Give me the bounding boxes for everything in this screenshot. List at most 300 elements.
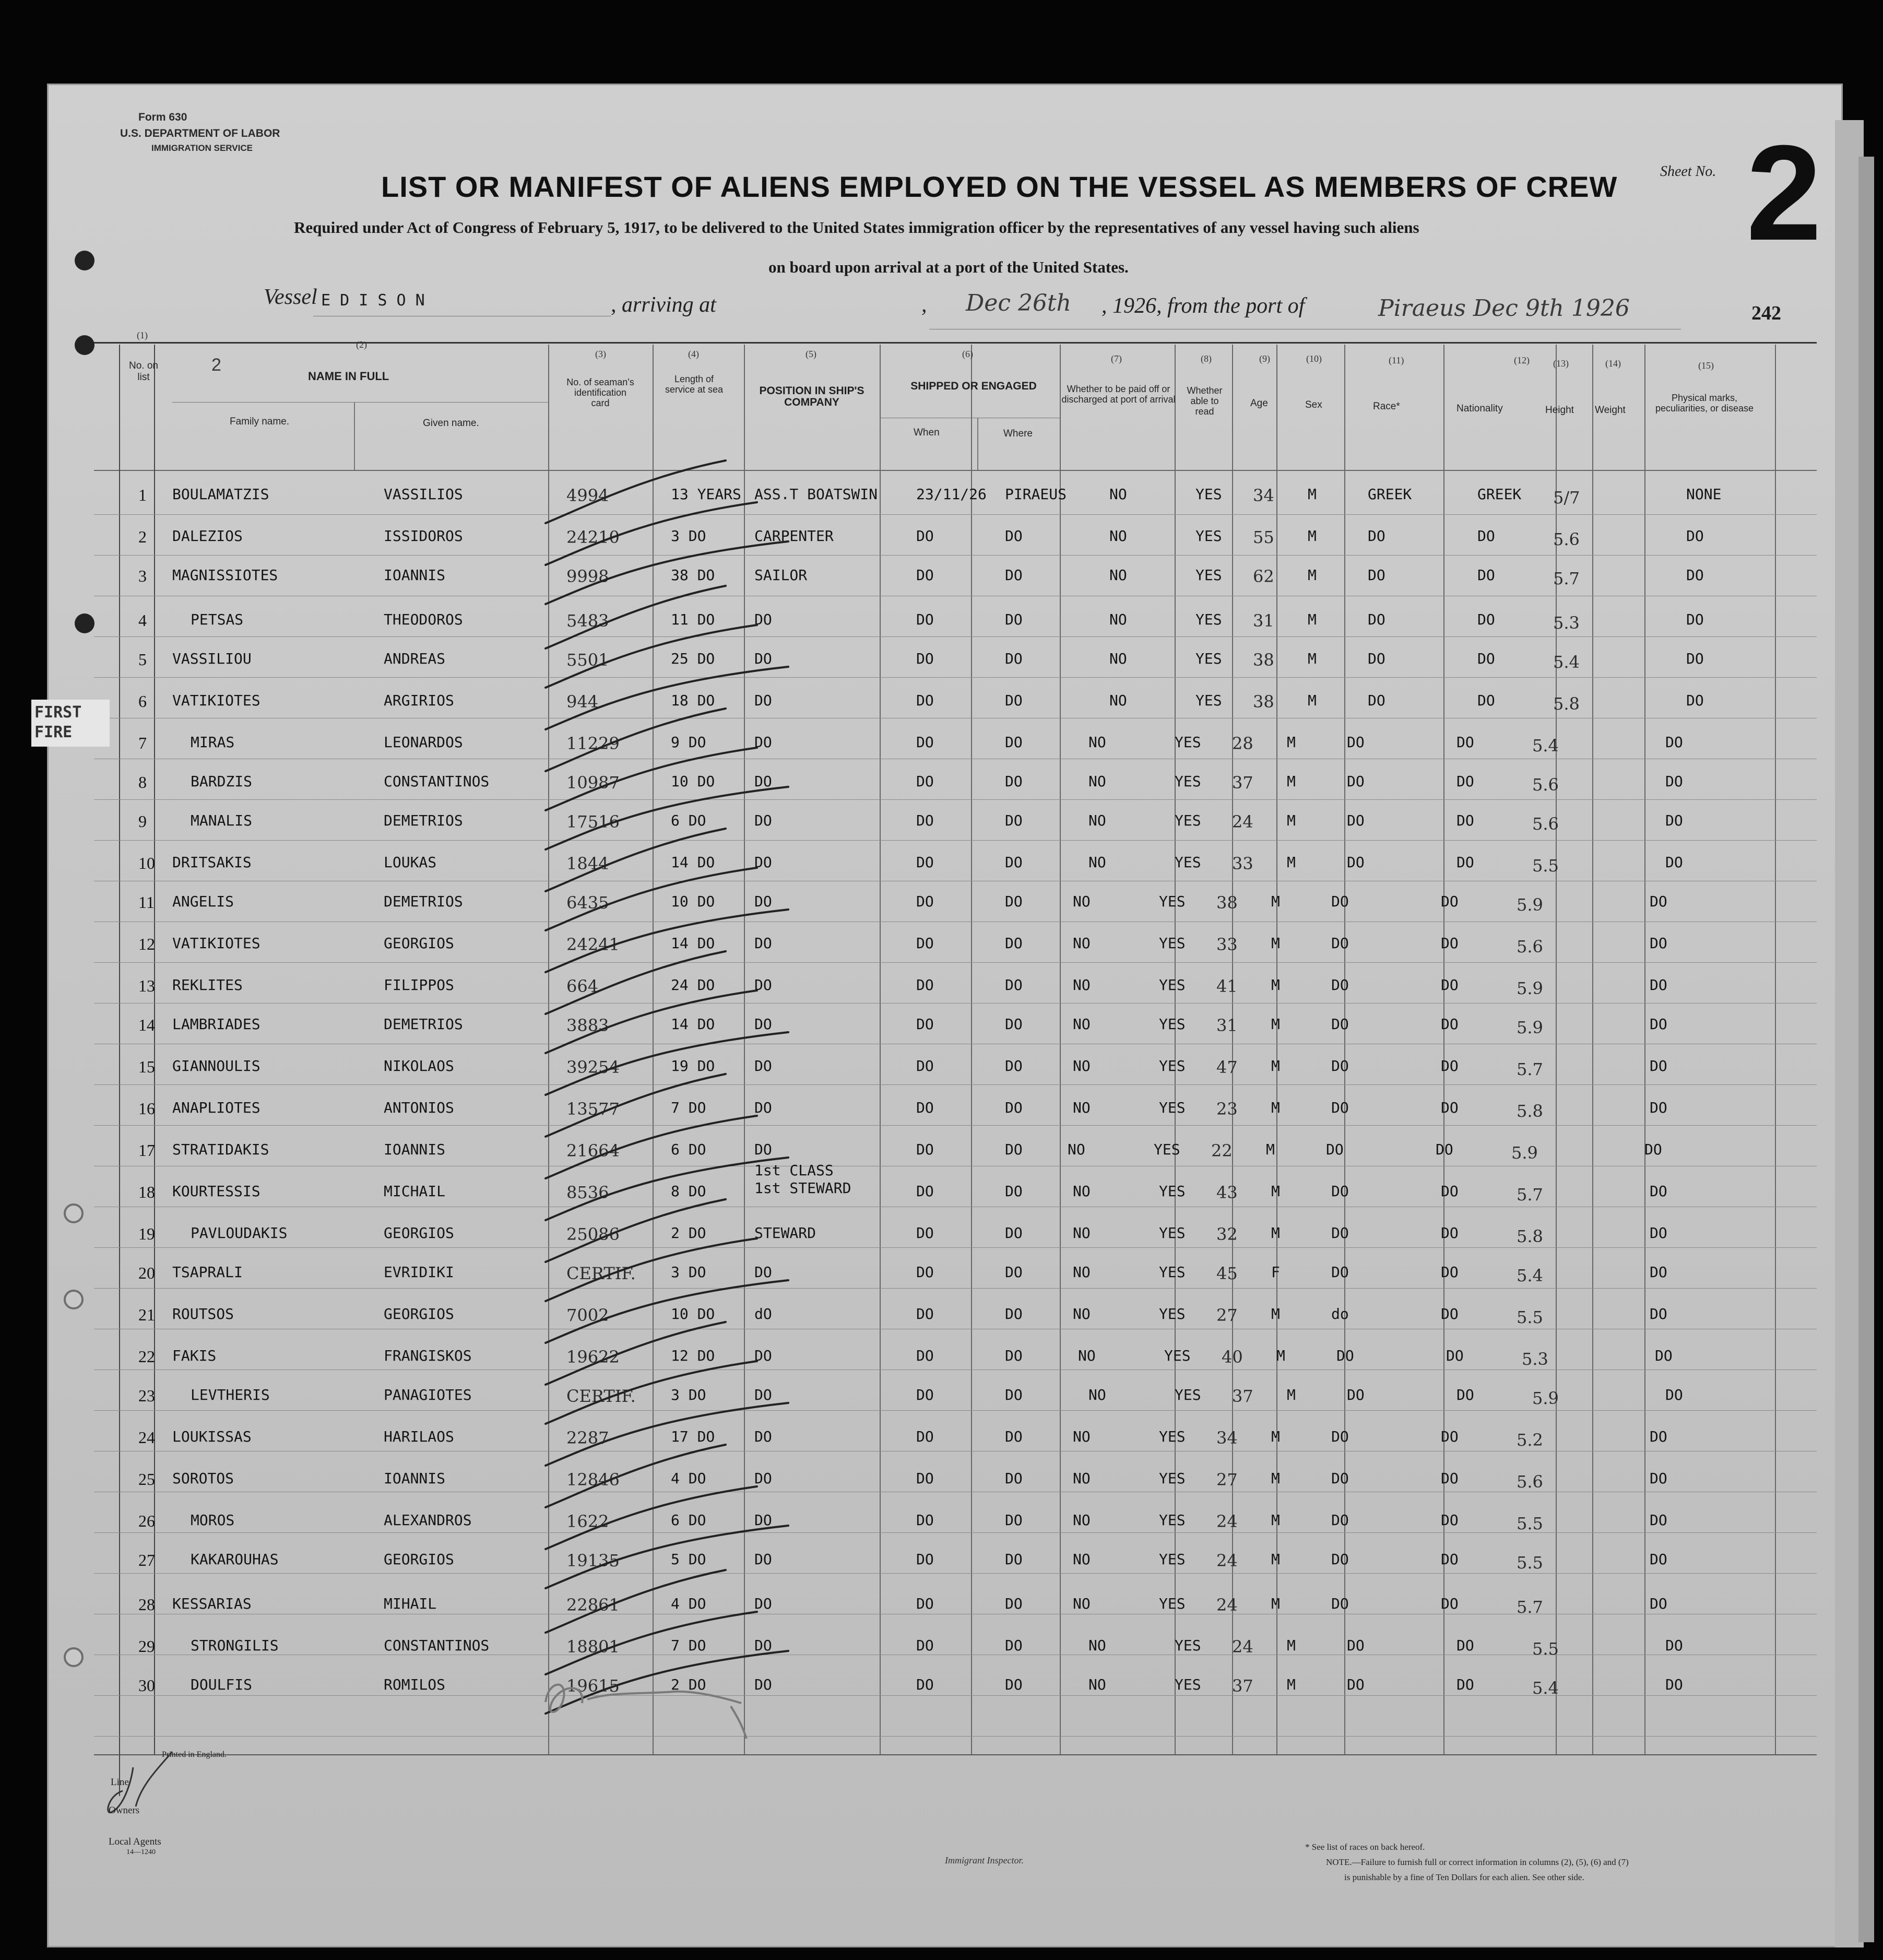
cell-when: DO	[916, 1676, 934, 1693]
cell-read: YES	[1164, 1347, 1191, 1364]
cell-given: PANAGIOTES	[384, 1386, 472, 1403]
cell-when: DO	[916, 1428, 934, 1445]
cell-nationality: DO	[1477, 566, 1495, 584]
cell-no: 26	[138, 1512, 155, 1530]
cell-read: YES	[1159, 1057, 1186, 1075]
cell-where: DO	[1005, 566, 1023, 584]
col-sex: Sex	[1305, 399, 1322, 410]
cell-race: DO	[1331, 1016, 1349, 1033]
cell-height: 5.2	[1517, 1430, 1543, 1450]
cell-race: DO	[1331, 1428, 1349, 1445]
cell-no: 24	[138, 1428, 155, 1447]
cell-where: DO	[1005, 734, 1023, 751]
cell-read: YES	[1159, 1264, 1186, 1281]
cell-position: dO	[754, 1305, 772, 1323]
col-no-on-list: No. on list	[129, 360, 158, 383]
cell-paid: NO	[1088, 1676, 1106, 1693]
cell-card: 19615	[566, 1676, 620, 1696]
cell-age: 38	[1253, 650, 1274, 670]
cell-marks: DO	[1665, 773, 1683, 790]
cell-no: 13	[138, 976, 155, 995]
cell-nationality: DO	[1441, 1428, 1459, 1445]
col-when: When	[914, 427, 940, 438]
cell-height: 5.3	[1553, 613, 1580, 633]
cell-position: DO	[754, 1551, 772, 1568]
cell-race: DO	[1331, 1264, 1349, 1281]
cell-card: 2287	[566, 1428, 609, 1448]
cell-sex: M	[1271, 1512, 1280, 1529]
cell-given: FILIPPOS	[384, 976, 454, 994]
cell-age: 27	[1216, 1470, 1238, 1490]
cell-race: DO	[1331, 1057, 1349, 1075]
pen-check-stroke	[546, 1280, 788, 1343]
cell-when: DO	[916, 1016, 934, 1033]
col-num-5: (5)	[806, 349, 816, 359]
col-physical-marks: Physical marks, peculiarities, or disease	[1655, 393, 1754, 414]
cell-race: do	[1331, 1305, 1349, 1323]
cell-where: DO	[1005, 1595, 1023, 1612]
col-num-7: (7)	[1111, 353, 1122, 364]
col-length-service: Length of service at sea	[665, 374, 724, 395]
cell-no: 4	[138, 611, 147, 630]
cell-marks: DO	[1650, 1305, 1667, 1323]
cell-read: YES	[1154, 1141, 1180, 1158]
cell-age: 40	[1222, 1347, 1243, 1367]
cell-paid: NO	[1073, 1264, 1091, 1281]
pen-check-stroke	[546, 1526, 788, 1588]
cell-marks: DO	[1650, 1470, 1667, 1487]
cell-when: DO	[916, 527, 934, 545]
cell-age: 37	[1232, 773, 1253, 793]
cell-height: 5.9	[1532, 1388, 1559, 1408]
cell-read: YES	[1195, 566, 1222, 584]
cell-when: 23/11/26	[916, 486, 987, 503]
form-number: Form 630	[138, 111, 187, 123]
cell-card: 22861	[566, 1595, 620, 1615]
cell-sex: M	[1287, 854, 1296, 871]
cell-where: DO	[1005, 1637, 1023, 1654]
cell-service: 3 DO	[671, 1386, 706, 1403]
cell-height: 5.7	[1553, 569, 1580, 588]
cell-service: 10 DO	[671, 893, 715, 910]
cell-age: 41	[1216, 976, 1238, 996]
cell-where: DO	[1005, 1347, 1023, 1364]
cell-age: 24	[1232, 812, 1253, 832]
cell-no: 8	[138, 773, 147, 792]
cell-given: IOANNIS	[384, 566, 446, 584]
cell-card: 24210	[566, 527, 620, 547]
cell-race: DO	[1331, 1512, 1349, 1529]
cell-service: 5 DO	[671, 1551, 706, 1568]
cell-marks: DO	[1686, 611, 1704, 628]
cell-given: ROMILOS	[384, 1676, 446, 1693]
cell-position: STEWARD	[754, 1224, 816, 1242]
cell-family: BOULAMATZIS	[172, 486, 269, 503]
cell-nationality: DO	[1441, 935, 1459, 952]
cell-service: 18 DO	[671, 692, 715, 709]
cell-card: 11229	[566, 734, 620, 753]
cell-paid: NO	[1088, 854, 1106, 871]
cell-service: 7 DO	[671, 1099, 706, 1116]
cell-no: 3	[138, 566, 147, 585]
cell-paid: NO	[1109, 650, 1127, 667]
col-weight: Weight	[1595, 405, 1626, 416]
cell-family: ANGELIS	[172, 893, 234, 910]
pen-check-stroke	[546, 787, 788, 849]
cell-given: FRANGISKOS	[384, 1347, 472, 1364]
cell-given: DEMETRIOS	[384, 812, 463, 829]
cell-nationality: DO	[1441, 1264, 1459, 1281]
cell-given: VASSILIOS	[384, 486, 463, 503]
pen-check-stroke	[546, 541, 788, 604]
cell-read: YES	[1159, 1224, 1186, 1242]
subtitle-line-2: on board upon arrival at a port of the United States.	[768, 258, 1129, 276]
cell-height: 5.4	[1532, 1678, 1559, 1698]
col-num-14: (14)	[1605, 358, 1621, 369]
col-paid-off: Whether to be paid off or discharged at port of arrival	[1061, 384, 1176, 405]
cell-family: MOROS	[191, 1512, 235, 1529]
cell-paid: NO	[1073, 1551, 1091, 1568]
cell-card: 19135	[566, 1551, 620, 1571]
cell-race: DO	[1347, 1386, 1365, 1403]
cell-age: 31	[1216, 1016, 1238, 1035]
cell-height: 5.6	[1532, 775, 1559, 795]
cell-position: DO	[754, 1470, 772, 1487]
cell-age: 31	[1253, 611, 1274, 631]
cell-sex: M	[1308, 692, 1317, 709]
cell-read: YES	[1159, 1428, 1186, 1445]
cell-given: GEORGIOS	[384, 1551, 454, 1568]
cell-age: 34	[1216, 1428, 1238, 1448]
cell-family: PETSAS	[191, 611, 244, 628]
cell-race: DO	[1331, 935, 1349, 952]
cell-position: DO	[754, 893, 772, 910]
cell-given: MIHAIL	[384, 1595, 437, 1612]
cell-marks: DO	[1665, 1676, 1683, 1693]
cell-service: 17 DO	[671, 1428, 715, 1445]
cell-height: 5.8	[1517, 1226, 1543, 1246]
cell-family: VATIKIOTES	[172, 692, 260, 709]
col-age: Age	[1250, 398, 1268, 409]
cell-race: DO	[1331, 1183, 1349, 1200]
cell-given: ISSIDOROS	[384, 527, 463, 545]
cell-card: 944	[566, 692, 599, 712]
cell-marks: DO	[1686, 527, 1704, 545]
cell-given: GEORGIOS	[384, 935, 454, 952]
cell-read: YES	[1159, 976, 1186, 994]
cell-nationality: DO	[1441, 1224, 1459, 1242]
cell-height: 5.9	[1517, 978, 1543, 998]
cell-paid: NO	[1109, 566, 1127, 584]
pen-check-stroke	[546, 1158, 788, 1220]
pen-check-stroke	[546, 1612, 757, 1674]
cell-no: 30	[138, 1676, 155, 1695]
cell-position: DO	[754, 1676, 772, 1693]
cell-where: DO	[1005, 1224, 1023, 1242]
cell-given: CONSTANTINOS	[384, 773, 490, 790]
stamp-number: 242	[1751, 302, 1781, 324]
cell-when: DO	[916, 1224, 934, 1242]
cell-family: VASSILIOU	[172, 650, 252, 667]
cell-when: DO	[916, 1183, 934, 1200]
cell-no: 9	[138, 812, 147, 831]
cell-paid: NO	[1088, 773, 1106, 790]
cell-marks: DO	[1650, 1016, 1667, 1033]
cell-height: 5.7	[1517, 1185, 1543, 1205]
cell-age: 32	[1216, 1224, 1238, 1244]
cell-race: DO	[1331, 976, 1349, 994]
cell-when: DO	[916, 1470, 934, 1487]
pen-check-stroke	[546, 1570, 726, 1633]
cell-race: DO	[1347, 1637, 1365, 1654]
cell-position: DO	[754, 692, 772, 709]
cell-no: 10	[138, 854, 155, 872]
cell-height: 5.5	[1532, 1639, 1559, 1659]
cell-where: DO	[1005, 650, 1023, 667]
col-shipped-engaged: SHIPPED OR ENGAGED	[910, 380, 1037, 392]
cell-read: YES	[1175, 773, 1201, 790]
cell-paid: NO	[1088, 1637, 1106, 1654]
cell-age: 24	[1216, 1551, 1238, 1571]
cell-marks: DO	[1650, 1512, 1667, 1529]
cell-height: 5.6	[1517, 1472, 1543, 1492]
col-name-in-full: NAME IN FULL	[308, 370, 389, 383]
cell-given: DEMETRIOS	[384, 1016, 463, 1033]
cell-sex: M	[1276, 1347, 1285, 1364]
cell-race: DO	[1331, 1551, 1349, 1568]
cell-service: 11 DO	[671, 611, 715, 628]
cell-service: 8 DO	[671, 1183, 706, 1200]
cell-paid: NO	[1068, 1141, 1085, 1158]
cell-family: DRITSAKIS	[172, 854, 252, 871]
cell-when: DO	[916, 773, 934, 790]
cell-no: 22	[138, 1347, 155, 1366]
cell-when: DO	[916, 1057, 934, 1075]
cell-given: NIKOLAOS	[384, 1057, 454, 1075]
cell-paid: NO	[1073, 1595, 1091, 1612]
cell-position: DO	[754, 611, 772, 628]
cell-marks: DO	[1644, 1141, 1662, 1158]
cell-read: YES	[1159, 1595, 1186, 1612]
cell-card: 39254	[566, 1057, 620, 1077]
cell-nationality: DO	[1441, 1470, 1459, 1487]
cell-no: 1	[138, 486, 147, 504]
col-num-10: (10)	[1306, 353, 1322, 364]
comma-label: ,	[921, 293, 927, 317]
cell-no: 27	[138, 1551, 155, 1569]
cell-paid: NO	[1109, 611, 1127, 628]
cell-marks: DO	[1650, 1264, 1667, 1281]
page-title: LIST OR MANIFEST OF ALIENS EMPLOYED ON THE VESSEL AS MEMBERS OF CREW	[381, 170, 1618, 203]
cell-height: 5.5	[1517, 1307, 1543, 1327]
cell-position: DO	[754, 1347, 772, 1364]
cell-service: 24 DO	[671, 976, 715, 994]
cell-race: DO	[1368, 611, 1385, 628]
cell-age: 28	[1232, 734, 1253, 753]
cell-height: 5.7	[1517, 1059, 1543, 1079]
cell-sex: M	[1287, 1637, 1296, 1654]
cell-card: 13577	[566, 1099, 620, 1119]
cell-no: 12	[138, 935, 155, 953]
cell-when: DO	[916, 611, 934, 628]
footer-note-line-1: NOTE.—Failure to furnish full or correct information in columns (2), (5), (6) and (7)	[1326, 1857, 1629, 1867]
col-num-2: (2)	[356, 339, 367, 350]
cell-age: 47	[1216, 1057, 1238, 1077]
pen-check-stroke	[546, 1486, 757, 1549]
pen-check-stroke	[546, 502, 757, 565]
cell-sex: M	[1287, 773, 1296, 790]
cell-when: DO	[916, 976, 934, 994]
cell-service: 3 DO	[671, 1264, 706, 1281]
cell-read: YES	[1159, 1470, 1186, 1487]
immigrant-inspector-label: Immigrant Inspector.	[945, 1855, 1024, 1865]
cell-read: YES	[1175, 812, 1201, 829]
cell-no: 29	[138, 1637, 155, 1656]
cell-service: 38 DO	[671, 566, 715, 584]
cell-position: SAILOR	[754, 566, 808, 584]
pen-check-stroke	[546, 1403, 788, 1466]
cell-position: DO	[754, 1016, 772, 1033]
cell-sex: M	[1308, 611, 1317, 628]
cell-nationality: DO	[1456, 773, 1474, 790]
cell-card: 9998	[566, 566, 609, 586]
col-given-name: Given name.	[423, 418, 479, 429]
cell-when: DO	[916, 1347, 934, 1364]
col-where: Where	[1003, 428, 1033, 439]
cell-height: 5.6	[1532, 814, 1559, 834]
pen-check-stroke	[546, 461, 726, 523]
col-num-8: (8)	[1201, 353, 1212, 364]
vessel-label: Vessel	[264, 285, 317, 309]
cell-nationality: DO	[1446, 1347, 1464, 1364]
cell-paid: NO	[1073, 1057, 1091, 1075]
cell-sex: M	[1271, 1428, 1280, 1445]
cell-family: BARDZIS	[191, 773, 253, 790]
cell-no: 2	[138, 527, 147, 546]
cell-when: DO	[916, 734, 934, 751]
cell-service: 2 DO	[671, 1676, 706, 1693]
cell-paid: NO	[1073, 976, 1091, 994]
year-label: , 1926, from the port of	[1102, 294, 1305, 318]
cell-service: 14 DO	[671, 854, 715, 871]
cell-card: 6435	[566, 893, 609, 913]
cell-position: 1st CLASS 1st STEWARD	[754, 1162, 851, 1197]
cell-height: 5.9	[1511, 1143, 1538, 1163]
cell-sex: M	[1271, 1305, 1280, 1323]
cell-no: 16	[138, 1099, 155, 1118]
cell-height: 5.7	[1517, 1597, 1543, 1617]
cell-given: ANDREAS	[384, 650, 446, 667]
cell-no: 28	[138, 1595, 155, 1614]
cell-where: DO	[1005, 1551, 1023, 1568]
cell-card: 18801	[566, 1637, 620, 1657]
cell-when: DO	[916, 1264, 934, 1281]
cell-card: 4994	[566, 486, 609, 505]
cell-age: 24	[1216, 1595, 1238, 1615]
cell-card: 21664	[566, 1141, 620, 1161]
cell-where: PIRAEUS	[1005, 486, 1067, 503]
cell-where: DO	[1005, 1141, 1023, 1158]
cell-sex: M	[1271, 1470, 1280, 1487]
cell-read: YES	[1175, 1637, 1201, 1654]
pen-check-stroke	[546, 1116, 757, 1178]
cell-family: REKLITES	[172, 976, 243, 994]
cell-age: 37	[1232, 1676, 1253, 1696]
cell-nationality: DO	[1441, 1183, 1459, 1200]
cell-marks: DO	[1665, 854, 1683, 871]
cell-service: 2 DO	[671, 1224, 706, 1242]
cell-race: DO	[1331, 1099, 1349, 1116]
cell-card: 5501	[566, 650, 609, 670]
col-able-read: Whether able to read	[1187, 385, 1223, 417]
cell-position: DO	[754, 1595, 772, 1612]
cell-age: 34	[1253, 486, 1274, 505]
cell-marks: DO	[1650, 976, 1667, 994]
cell-marks: DO	[1650, 1428, 1667, 1445]
cell-paid: NO	[1088, 812, 1106, 829]
cell-position: CARPENTER	[754, 527, 834, 545]
cell-age: 55	[1253, 527, 1274, 547]
cell-marks: DO	[1665, 1386, 1683, 1403]
cell-sex: M	[1287, 812, 1296, 829]
cell-paid: NO	[1078, 1347, 1096, 1364]
cell-family: STRATIDAKIS	[172, 1141, 269, 1158]
col-num-12: (12)	[1514, 355, 1530, 365]
cell-sex: M	[1271, 1595, 1280, 1612]
cell-nationality: DO	[1477, 611, 1495, 628]
col-position: POSITION IN SHIP'S COMPANY	[759, 385, 864, 408]
cell-read: YES	[1195, 527, 1222, 545]
cell-read: YES	[1175, 1676, 1201, 1693]
cell-race: DO	[1368, 527, 1385, 545]
col-num-15: (15)	[1698, 360, 1714, 371]
cell-marks: DO	[1665, 812, 1683, 829]
cell-position: DO	[754, 1141, 772, 1158]
cell-no: 11	[138, 893, 155, 912]
cell-race: DO	[1347, 734, 1365, 751]
cell-when: DO	[916, 650, 934, 667]
cell-where: DO	[1005, 812, 1023, 829]
cell-when: DO	[916, 1386, 934, 1403]
cell-height: 5.5	[1517, 1553, 1543, 1573]
cell-height: 5.8	[1517, 1101, 1543, 1121]
cell-service: 12 DO	[671, 1347, 715, 1364]
cell-nationality: DO	[1456, 1637, 1474, 1654]
cell-position: DO	[754, 1264, 772, 1281]
departure-port-date: Piraeus Dec 9th 1926	[1378, 295, 1630, 322]
cell-card: 664	[566, 976, 599, 996]
cell-race: DO	[1331, 893, 1349, 910]
col-height: Height	[1545, 405, 1574, 416]
cell-race: DO	[1331, 1595, 1349, 1612]
cell-marks: DO	[1650, 1183, 1667, 1200]
cell-height: 5.5	[1532, 856, 1559, 876]
cell-given: GEORGIOS	[384, 1224, 454, 1242]
cell-card: 8536	[566, 1183, 609, 1202]
cell-race: DO	[1347, 1676, 1365, 1693]
cell-card: 19622	[566, 1347, 620, 1367]
cell-family: LOUKISSAS	[172, 1428, 252, 1445]
cell-read: YES	[1195, 692, 1222, 709]
cell-height: 5.6	[1553, 529, 1580, 549]
cell-card: CERTIF.	[566, 1386, 636, 1406]
cell-height: 5.3	[1522, 1349, 1548, 1369]
cell-read: YES	[1159, 1183, 1186, 1200]
cell-family: MANALIS	[191, 812, 253, 829]
cell-no: 25	[138, 1470, 155, 1489]
cell-race: GREEK	[1368, 486, 1412, 503]
footer-note-line-2: is punishable by a fine of Ten Dollars for each alien. See other side.	[1344, 1872, 1584, 1882]
